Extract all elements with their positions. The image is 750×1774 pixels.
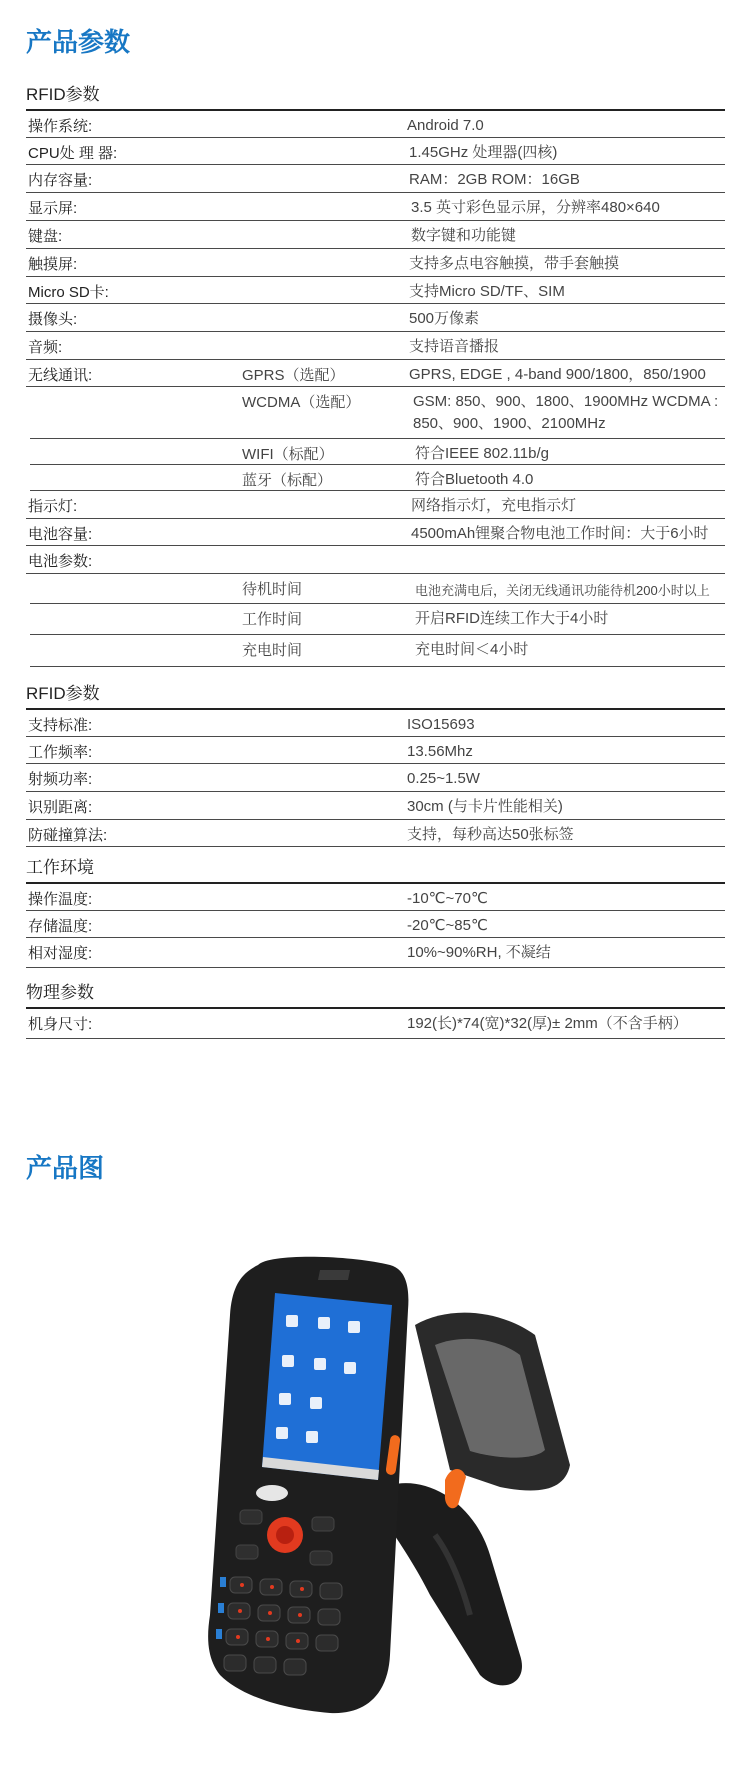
spec-label: 操作温度:	[28, 891, 93, 908]
spec-sublabel: GPRS（选配）	[242, 367, 345, 384]
spec-label: 键盘:	[28, 228, 63, 245]
spec-value: 10%~90%RH, 不凝结	[407, 944, 551, 961]
spec-row	[26, 884, 725, 911]
spec-label: 操作系统:	[28, 118, 93, 135]
spec-label: 音频:	[28, 339, 63, 356]
spec-row	[26, 249, 725, 277]
spec-value: 充电时间＜4小时	[415, 641, 529, 658]
spec-label: 射频功率:	[28, 771, 93, 788]
spec-row	[30, 465, 725, 491]
spec-row	[26, 792, 725, 820]
spec-sublabel: 蓝牙（标配）	[242, 472, 333, 489]
spec-row	[26, 491, 725, 519]
product-image-title: 产品图	[26, 1153, 105, 1183]
spec-row	[26, 938, 725, 968]
pistol-grip	[380, 1483, 522, 1685]
spec-row	[26, 519, 725, 546]
spec-row	[30, 574, 725, 604]
spec-value: 3.5 英寸彩色显示屏，分辨率480×640	[411, 199, 660, 216]
spec-row	[26, 304, 725, 332]
spec-row	[26, 221, 725, 249]
spec-value: GSM: 850、900、1800、1900MHz WCDMA : 850、900、1900、2100MHz	[413, 393, 719, 432]
spec-value: 13.56Mhz	[407, 743, 473, 760]
section-title-environment: 工作环境	[26, 857, 725, 884]
spec-label: 存储温度:	[28, 918, 93, 935]
spec-value: ISO15693	[407, 716, 475, 733]
spec-value: 支持多点电容触摸，带手套触摸	[409, 255, 620, 272]
spec-row	[30, 635, 725, 667]
spec-value: 30cm (与卡片性能相关)	[407, 798, 563, 815]
spec-row	[26, 193, 725, 221]
spec-value: RAM：2GB ROM：16GB	[409, 171, 580, 188]
spec-row	[30, 439, 725, 465]
spec-value: GPRS, EDGE , 4-band 900/1800，850/1900	[409, 366, 706, 383]
spec-label: 工作频率:	[28, 744, 93, 761]
spec-value: 4500mAh锂聚合物电池工作时间：大于6小时	[411, 525, 709, 542]
spec-label: 相对湿度:	[28, 945, 93, 962]
logo-badge	[256, 1485, 288, 1501]
spec-value: 支持Micro SD/TF、SIM	[409, 283, 565, 300]
spec-label: 无线通讯:	[28, 367, 93, 384]
spec-sublabel: WIFI（标配）	[242, 446, 334, 463]
spec-value: 电池充满电后，关闭无线通讯功能待机200小时以上	[415, 583, 710, 598]
spec-row	[26, 138, 725, 165]
spec-row	[26, 764, 725, 792]
section-title-physical: 物理参数	[26, 982, 725, 1009]
spec-label: 识别距离:	[28, 799, 93, 816]
spec-row	[26, 111, 725, 138]
spec-value: 开启RFID连续工作大于4小时	[415, 610, 609, 627]
spec-row	[26, 820, 725, 847]
spec-row	[26, 360, 725, 387]
product-image	[200, 1255, 580, 1735]
spec-label: 触摸屏:	[28, 256, 78, 273]
spec-value: 500万像素	[409, 310, 480, 327]
spec-value: -20℃~85℃	[407, 917, 488, 934]
spec-row	[30, 387, 725, 439]
section-title-rfid-2: RFID参数	[26, 683, 725, 710]
spec-label: 电池容量:	[28, 526, 93, 543]
spec-value: 符合Bluetooth 4.0	[415, 471, 534, 488]
spec-sublabel: 待机时间	[242, 581, 303, 598]
spec-value: 192(长)*74(宽)*32(厚)± 2mm（不含手柄）	[407, 1015, 688, 1032]
spec-row	[26, 1009, 725, 1039]
spec-row	[26, 737, 725, 764]
spec-row	[26, 546, 725, 574]
spec-value: 符合IEEE 802.11b/g	[415, 445, 549, 462]
section-title-rfid: RFID参数	[26, 84, 725, 111]
trigger	[445, 1469, 466, 1508]
spec-row	[30, 604, 725, 635]
spec-label: CPU处 理 器:	[28, 145, 118, 162]
spec-sublabel: WCDMA（选配）	[242, 394, 361, 411]
spec-label: 电池参数:	[28, 553, 93, 570]
spec-row	[26, 165, 725, 193]
spec-label: 显示屏:	[28, 200, 78, 217]
spec-value: 1.45GHz 处理器(四核)	[409, 144, 558, 161]
spec-value: 支持语音播报	[409, 338, 500, 355]
spec-sublabel: 工作时间	[242, 611, 303, 628]
spec-label: 机身尺寸:	[28, 1016, 93, 1033]
spec-label: Micro SD卡:	[28, 284, 109, 301]
spec-row	[26, 277, 725, 304]
spec-value: 支持，每秒高达50张标签	[407, 826, 574, 843]
page-title: 产品参数	[26, 27, 131, 57]
spec-value: 网络指示灯，充电指示灯	[411, 497, 577, 514]
spec-value: 0.25~1.5W	[407, 770, 480, 787]
spec-value: -10℃~70℃	[407, 890, 488, 907]
spec-value: 数字键和功能键	[411, 227, 517, 244]
spec-row	[26, 332, 725, 360]
spec-label: 指示灯:	[28, 498, 78, 515]
spec-label: 支持标准:	[28, 717, 93, 734]
spec-sublabel: 充电时间	[242, 642, 303, 659]
spec-label: 内存容量:	[28, 172, 93, 189]
spec-label: 摄像头:	[28, 311, 78, 328]
spec-row	[26, 710, 725, 737]
spec-label: 防碰撞算法:	[28, 827, 108, 844]
spec-row	[26, 911, 725, 938]
spec-value: Android 7.0	[407, 117, 484, 134]
